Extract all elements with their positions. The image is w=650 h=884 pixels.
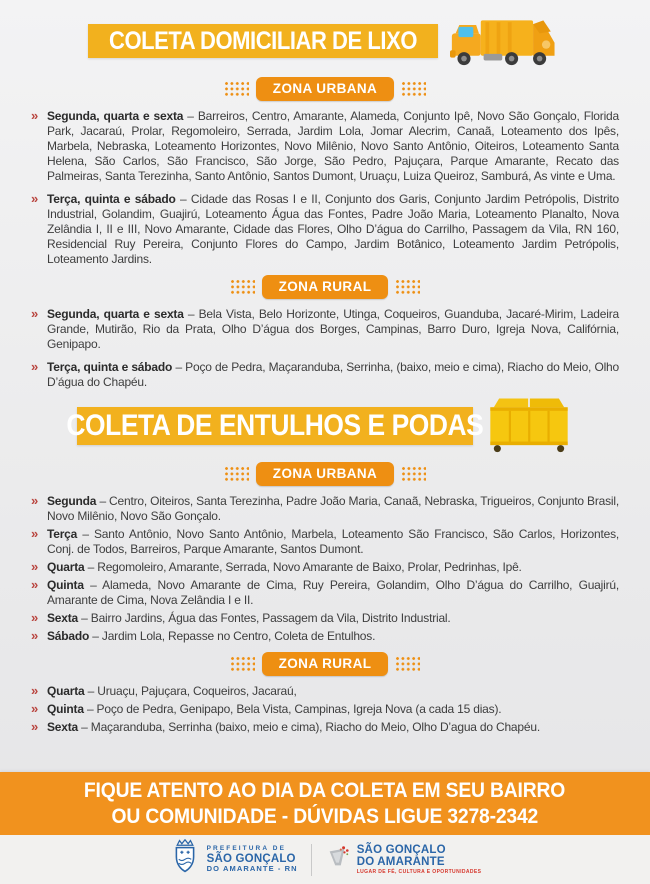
section2-header [0, 398, 650, 454]
section2-rural-list [31, 684, 619, 735]
section2-title: COLETA DE ENTULHOS E PODAS [66, 409, 484, 442]
section1-title: COLETA DOMICILIAR DE LIXO [109, 26, 417, 55]
chevron-bullet-icon: » [31, 628, 39, 643]
item-text: – Bela Vista, Belo Horizonte, Utinga, Coqueiros, Guanduba, Jacaré-Mirim, Ladeira Grande, Mutirão, Rio da Prata, Olho D’água dos Borges, Campinas, Barro Duro, Igreja Nova, Califórnia, Genipapo. [47, 307, 619, 351]
chevron-bullet-icon: » [31, 577, 39, 592]
list-item [31, 494, 619, 524]
chevron-bullet-icon: » [31, 701, 39, 716]
chevron-bullet-icon: » [31, 108, 39, 123]
prefeitura-line-2: SÃO GONÇALO [206, 852, 296, 865]
chevron-bullet-icon: » [31, 359, 39, 374]
halftone-dots-icon [401, 466, 426, 483]
item-text: – Poço de Pedra, Maçaranduba, Serrinha, (baixo, meio e cima), Riacho do Meio, Olho D’água do Chapéu. [47, 360, 620, 389]
item-day: Sábado [47, 629, 90, 643]
list-item [31, 702, 619, 717]
item-text: – Uruaçu, Pajuçara, Coqueiros, Jacaraú, [87, 684, 297, 698]
item-day: Quarta [47, 684, 85, 698]
zona-rural-badge: ZONA RURAL [262, 275, 389, 299]
item-day: Sexta [47, 720, 79, 734]
logo-divider [311, 844, 312, 876]
chevron-bullet-icon: » [31, 610, 39, 625]
footer-line-2: OU COMUNIDADE - DÚVIDAS LIGUE 3278-2342 [111, 804, 539, 828]
list-item [31, 307, 619, 352]
list-item [31, 560, 619, 575]
item-day: Sexta [47, 611, 79, 625]
city-brand-logo [325, 844, 482, 875]
footer-alert-band [0, 772, 650, 835]
coat-of-arms-icon [169, 839, 201, 880]
prefeitura-line-3: DO AMARANTE - RN [206, 864, 298, 874]
halftone-dots-icon [224, 466, 249, 483]
list-item [31, 578, 619, 608]
item-day: Quarta [47, 560, 85, 574]
garbage-truck-icon [450, 11, 562, 72]
halftone-dots-icon [401, 81, 426, 98]
item-text: – Alameda, Novo Amarante de Cima, Ruy Pereira, Golandim, Olho D’água do Carrilho, Guajirú, Amarante de Cima, Nova Zelândia I e II. [47, 578, 619, 607]
prefeitura-logo [169, 839, 298, 880]
item-text: – Regomoleiro, Amarante, Serrada, Novo Amarante de Baixo, Prolar, Pedrinhas, Ipê. [87, 560, 522, 574]
chevron-bullet-icon: » [31, 719, 39, 734]
zona-urbana-badge: ZONA URBANA [256, 77, 394, 101]
list-item [31, 527, 619, 557]
item-text: – Centro, Oiteiros, Santa Terezinha, Padre João Maria, Canaã, Nebraska, Trigueiros, Conjunto Brasil, Novo Milênio, Novo São Gonçalo. [47, 494, 619, 523]
halftone-dots-icon [395, 656, 420, 673]
section1-rural-list [31, 307, 619, 390]
footer-line-1: FIQUE ATENTO AO DIA DA COLETA EM SEU BAIRRO [84, 778, 566, 802]
item-text: – Barreiros, Centro, Amarante, Alameda, Conjunto Ipê, Novo São Gonçalo, Florida Park, Jacaraú, Prolar, Regomoleiro, Serrada, Jardim Lola, Jomar Alecrim, Canaã, Loteamento dos Ipês, Marbela, Nebraska, Loteamento Horizontes, Novo Milênio, Novo Santo Antônio, Oiteiros, Loteamento Santa Helena, São Carlos, São Francisco, São Jorge, São Pedro, Pajuçara, Parque Amarante, Recato das Palmeiras, Santa Terezinha, Santo Antônio, Santos Dumont, Uruaçu, Luiza Queiroz, Samburá, As vinte e Uma. [47, 109, 619, 183]
halftone-dots-icon [395, 279, 420, 296]
section2-title-banner [66, 407, 484, 445]
logo-strip [0, 835, 650, 884]
chevron-bullet-icon: » [31, 306, 39, 321]
halftone-dots-icon [230, 279, 255, 296]
section2-zona-rural-row [0, 652, 650, 676]
item-day: Terça, quinta e sábado [47, 360, 173, 374]
item-day: Segunda, quarta e sexta [47, 109, 184, 123]
list-item [31, 684, 619, 699]
city-brand-line-1: SÃO GONÇALO [356, 843, 446, 856]
list-item [31, 360, 619, 390]
chevron-bullet-icon: » [31, 191, 39, 206]
city-brand-icon [325, 844, 351, 875]
item-text: – Santo Antônio, Novo Santo Antônio, Marbela, Loteamento São Francisco, São Carlos, Horizontes, Conj. de Todos, Barreiros, Parque Amarante, Santos Dumont. [47, 527, 619, 556]
list-item [31, 629, 619, 644]
list-item [31, 192, 619, 267]
halftone-dots-icon [230, 656, 255, 673]
item-text: – Jardim Lola, Repasse no Centro, Coleta de Entulhos. [92, 629, 376, 643]
item-day: Segunda [47, 494, 97, 508]
section2-zona-urbana-row [0, 462, 650, 486]
section1-title-banner [88, 24, 438, 58]
item-day: Terça [47, 527, 78, 541]
list-item [31, 611, 619, 626]
city-brand-tagline: LUGAR DE FÉ, CULTURA E OPORTUNIDADES [356, 868, 482, 875]
chevron-bullet-icon: » [31, 493, 39, 508]
section1-header [0, 13, 650, 69]
item-day: Terça, quinta e sábado [47, 192, 176, 206]
halftone-dots-icon [224, 81, 249, 98]
item-text: – Maçaranduba, Serrinha (baixo, meio e cima), Riacho do Meio, Olho D’agua do Chapéu. [81, 720, 540, 734]
section1-zona-urbana-row [0, 77, 650, 101]
item-text: – Poço de Pedra, Genipapo, Bela Vista, Campinas, Igreja Nova (a cada 15 dias). [86, 702, 502, 716]
item-day: Quinta [47, 578, 84, 592]
section1-zona-rural-row [0, 275, 650, 299]
city-brand-line-2: DO AMARANTE [356, 855, 445, 868]
item-day: Segunda, quarta e sexta [47, 307, 184, 321]
chevron-bullet-icon: » [31, 683, 39, 698]
list-item [31, 720, 619, 735]
chevron-bullet-icon: » [31, 526, 39, 541]
list-item [31, 109, 619, 184]
section1-urbana-list [31, 109, 619, 267]
item-day: Quinta [47, 702, 84, 716]
chevron-bullet-icon: » [31, 559, 39, 574]
dumpster-icon [485, 395, 573, 458]
item-text: – Cidade das Rosas I e II, Conjunto dos Garis, Conjunto Jardim Petrópolis, Distrito Industrial, Golandim, Guajirú, Loteamento Água das Fontes, Padre João Maria, Loteamento Planalto, Nova Zelândia I, II e III, Novo Amarante, Cidade das Flores, Olho D’água do Carrilho, Passagem da Vila, RN 160, Residencial Ruy Pereira, Conjunto Flores do Campo, Jardim Botânico, Loteamento Jardim Petrópolis, Loteamento Jardins. [47, 192, 619, 266]
zona-urbana-badge: ZONA URBANA [256, 462, 394, 486]
section2-urbana-list [31, 494, 619, 644]
prefeitura-line-1: PREFEITURA DE [206, 845, 287, 853]
item-text: – Bairro Jardins, Água das Fontes, Passagem da Vila, Distrito Industrial. [81, 611, 451, 625]
zona-rural-badge: ZONA RURAL [262, 652, 389, 676]
